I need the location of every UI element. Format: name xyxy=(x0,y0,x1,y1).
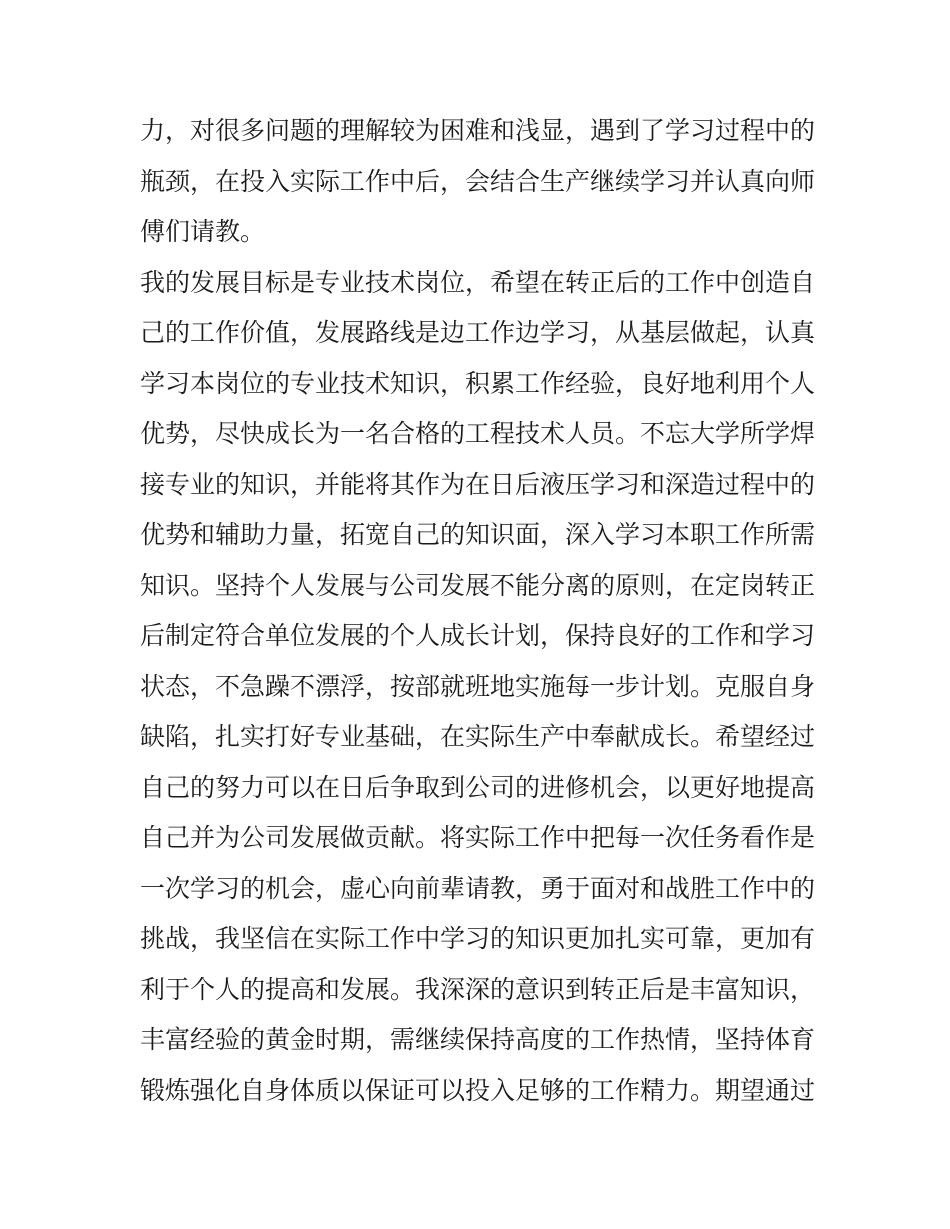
text-line: 力，对很多问题的理解较为困难和浅显，遇到了学习过程中的 xyxy=(140,116,816,145)
text-line: 傅们请教。 xyxy=(140,217,266,246)
text-line: 锻炼强化自身体质以保证可以投入足够的工作精力。期望通过 xyxy=(140,1075,816,1105)
text-line: 优势和辅助力量，拓宽自己的知识面，深入学习本职工作所需 xyxy=(140,520,816,549)
text-line: 利于个人的提高和发展。我深深的意识到转正后是丰富知识， xyxy=(140,974,816,1004)
text-line: 己的工作价值，发展路线是边工作边学习，从基层做起，认真 xyxy=(140,318,816,347)
text-line: 后制定符合单位发展的个人成长计划，保持良好的工作和学习 xyxy=(140,621,816,650)
text-line: 优势，尽快成长为一名合格的工程技术人员。不忘大学所学焊 xyxy=(140,419,816,448)
body-text xyxy=(140,106,820,1116)
text-line: 一次学习的机会，虚心向前辈请教，勇于面对和战胜工作中的 xyxy=(140,873,816,903)
text-line: 自己并为公司发展做贡献。将实际工作中把每一次任务看作是 xyxy=(140,823,816,852)
text-line: 缺陷，扎实打好专业基础，在实际生产中奉献成长。希望经过 xyxy=(140,722,816,751)
text-line: 挑战，我坚信在实际工作中学习的知识更加扎实可靠，更加有 xyxy=(140,924,816,953)
text-line: 瓶颈，在投入实际工作中后，会结合生产继续学习并认真向师 xyxy=(140,166,816,196)
text-line: 状态，不急躁不漂浮，按部就班地实施每一步计划。克服自身 xyxy=(140,671,816,701)
text-line: 丰富经验的黄金时期，需继续保持高度的工作热情，坚持体育 xyxy=(140,1025,816,1054)
text-line: 接专业的知识，并能将其作为在日后液压学习和深造过程中的 xyxy=(140,469,816,499)
text-line: 知识。坚持个人发展与公司发展不能分离的原则，在定岗转正 xyxy=(140,570,816,600)
text-line: 学习本岗位的专业技术知识，积累工作经验，良好地利用个人 xyxy=(140,368,816,398)
text-line: 我的发展目标是专业技术岗位，希望在转正后的工作中创造自 xyxy=(140,267,816,297)
text-line: 自己的努力可以在日后争取到公司的进修机会，以更好地提高 xyxy=(140,772,816,802)
